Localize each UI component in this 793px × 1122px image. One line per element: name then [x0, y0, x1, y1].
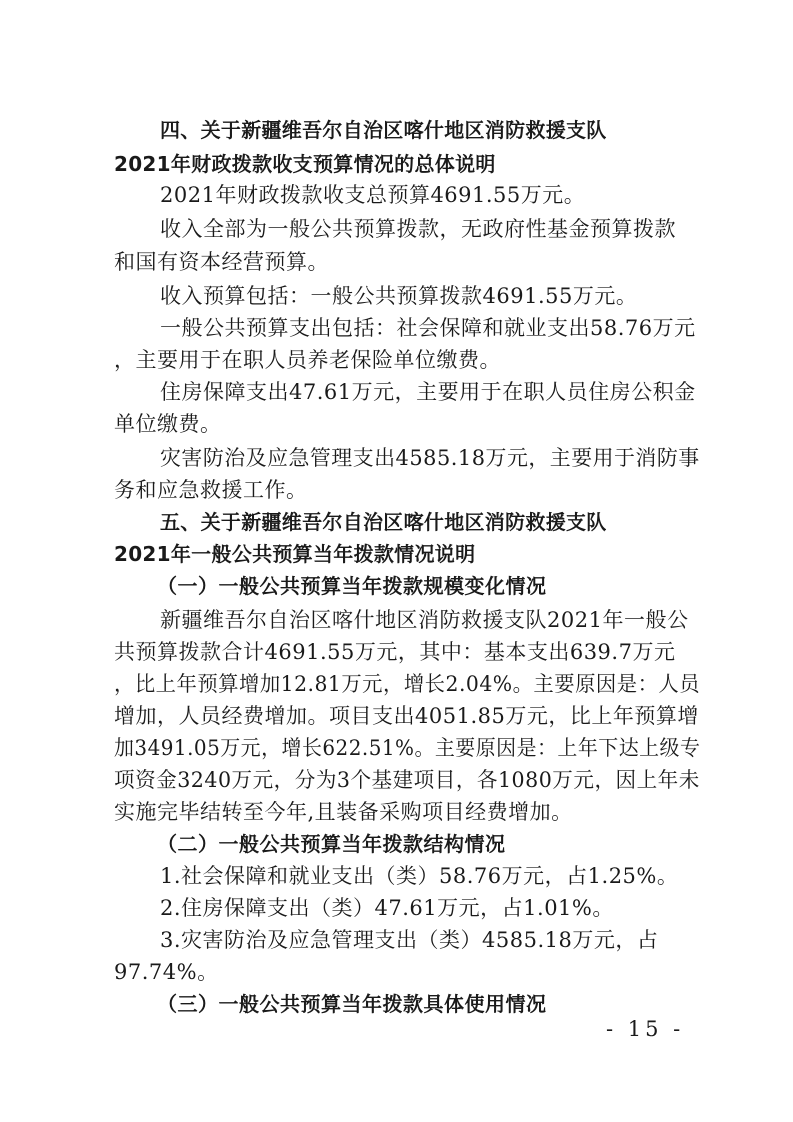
- paragraph-income-line-1: 收入全部为一般公共预算拨款，无政府性基金预算拨款: [160, 217, 676, 241]
- subsection-three-heading: （三）一般公共预算当年拨款具体使用情况: [157, 992, 547, 1016]
- section-five-heading-line-1: 五、关于新疆维吾尔自治区喀什地区消防救援支队: [160, 510, 607, 534]
- paragraph-scale-line-6: 项资金3240万元，分为3个基建项目，各1080万元，因上年未: [114, 768, 700, 792]
- structure-item-2: 2.住房保障支出（类）47.61万元，占1.01%。: [160, 896, 614, 920]
- paragraph-income-budget: 收入预算包括：一般公共预算拨款4691.55万元。: [160, 284, 638, 308]
- paragraph-expenditure-line-1: 一般公共预算支出包括：社会保障和就业支出58.76万元: [160, 316, 696, 340]
- paragraph-expenditure-line-2: ，主要用于在职人员养老保险单位缴费。: [114, 348, 501, 372]
- section-five-heading-line-2: 2021年一般公共预算当年拨款情况说明: [114, 542, 476, 566]
- paragraph-scale-line-7: 实施完毕结转至今年,且装备采购项目经费增加。: [114, 800, 573, 824]
- paragraph-housing-line-1: 住房保障支出47.61万元，主要用于在职人员住房公积金: [160, 380, 696, 404]
- subsection-two-heading: （二）一般公共预算当年拨款结构情况: [157, 832, 506, 856]
- structure-item-1: 1.社会保障和就业支出（类）58.76万元，占1.25%。: [160, 864, 679, 888]
- paragraph-scale-line-2: 共预算拨款合计4691.55万元，其中：基本支出639.7万元: [114, 640, 676, 664]
- subsection-one-heading: （一）一般公共预算当年拨款规模变化情况: [157, 574, 547, 598]
- paragraph-disaster-line-1: 灾害防治及应急管理支出4585.18万元，主要用于消防事: [160, 446, 700, 470]
- paragraph-income-line-2: 和国有资本经营预算。: [114, 250, 329, 274]
- paragraph-total-budget: 2021年财政拨款收支总预算4691.55万元。: [160, 183, 586, 207]
- section-four-heading-line-2: 2021年财政拨款收支预算情况的总体说明: [114, 152, 496, 176]
- page-number: - 15 -: [606, 1017, 685, 1041]
- paragraph-housing-line-2: 单位缴费。: [114, 412, 222, 436]
- paragraph-scale-line-5: 加3491.05万元，增长622.51%。主要原因是：上年下达上级专: [114, 736, 701, 760]
- paragraph-scale-line-3: ，比上年预算增加12.81万元，增长2.04%。主要原因是：人员: [114, 672, 701, 696]
- paragraph-scale-line-1: 新疆维吾尔自治区喀什地区消防救援支队2021年一般公: [160, 608, 689, 632]
- section-four-heading-line-1: 四、关于新疆维吾尔自治区喀什地区消防救援支队: [160, 118, 607, 142]
- paragraph-scale-line-4: 增加，人员经费增加。项目支出4051.85万元，比上年预算增: [114, 704, 699, 728]
- paragraph-disaster-line-2: 务和应急救援工作。: [114, 478, 308, 502]
- structure-item-3-line-1: 3.灾害防治及应急管理支出（类）4585.18万元，占: [160, 928, 659, 952]
- structure-item-3-line-2: 97.74%。: [114, 960, 219, 984]
